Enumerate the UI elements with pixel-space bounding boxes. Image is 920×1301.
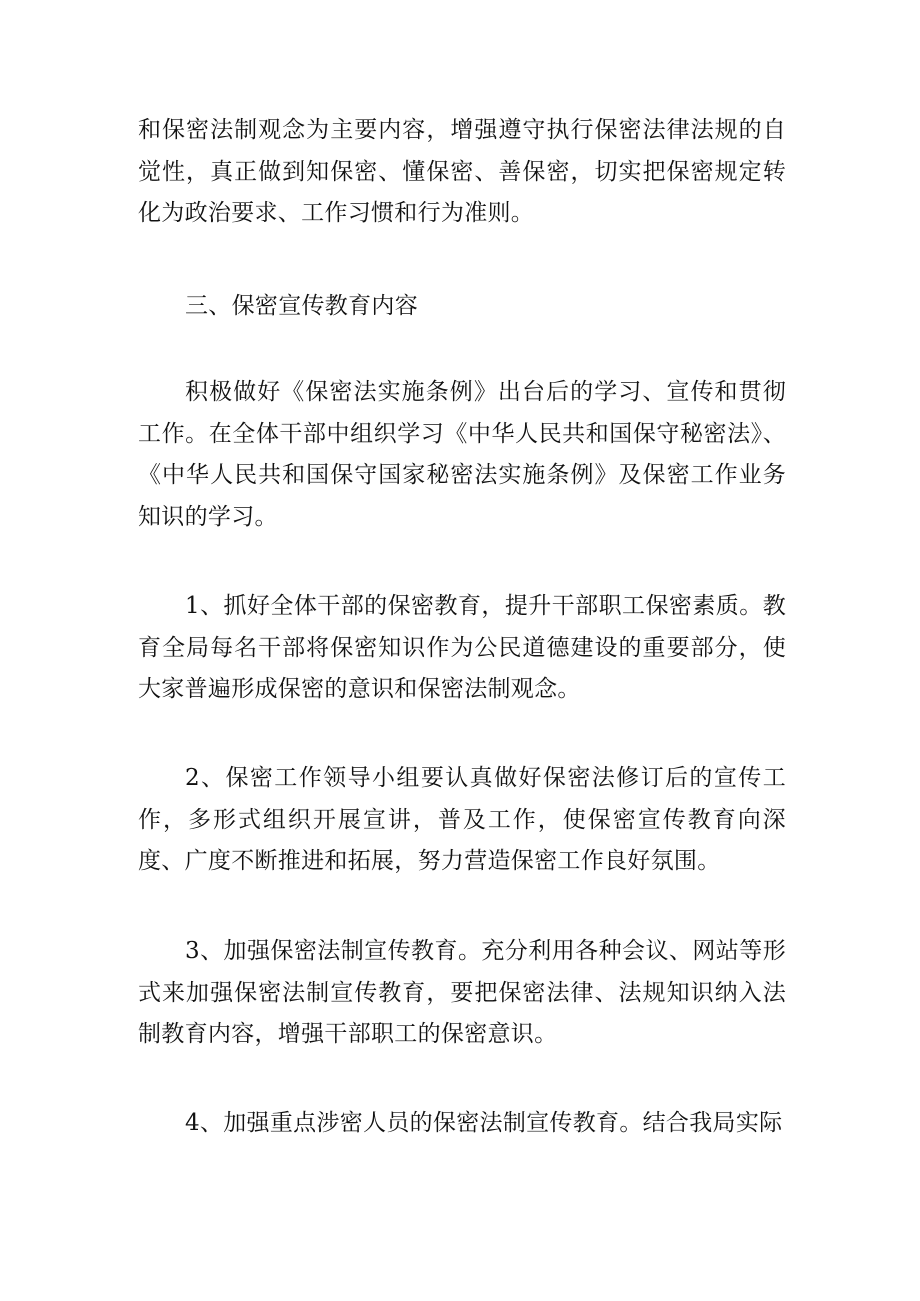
paragraph-continuation: 和保密法制观念为主要内容，增强遵守执行保密法律法规的自觉性，真正做到知保密、懂保密、善保密，切实把保密规定转化为政治要求、工作习惯和行为准则。 — [138, 117, 786, 226]
paragraph-item-1: 1、抓好全体干部的保密教育，提升干部职工保密素质。教育全局每名干部将保密知识作为公民道德建设的重要部分，使大家普遍形成保密的意识和保密法制观念。 — [138, 593, 786, 702]
paragraph-study-regulations: 积极做好《保密法实施条例》出台后的学习、宣传和贯彻工作。在全体干部中组织学习《中华人民共和国保守秘密法》、《中华人民共和国保守国家秘密法实施条例》及保密工作业务知识的学习。 — [138, 379, 786, 530]
section-heading: 三、保密宣传教育内容 — [185, 293, 418, 319]
paragraph-item-3: 3、加强保密法制宣传教育。充分利用各种会议、网站等形式来加强保密法制宣传教育，要把保密法律、法规知识纳入法制教育内容，增强干部职工的保密意识。 — [138, 938, 786, 1047]
paragraph-item-4: 4、加强重点涉密人员的保密法制宣传教育。结合我局实际 — [185, 1110, 783, 1136]
paragraph-item-2: 2、保密工作领导小组要认真做好保密法修订后的宣传工作，多形式组织开展宣讲，普及工作，使保密宣传教育向深度、广度不断推进和拓展，努力营造保密工作良好氛围。 — [138, 765, 786, 874]
